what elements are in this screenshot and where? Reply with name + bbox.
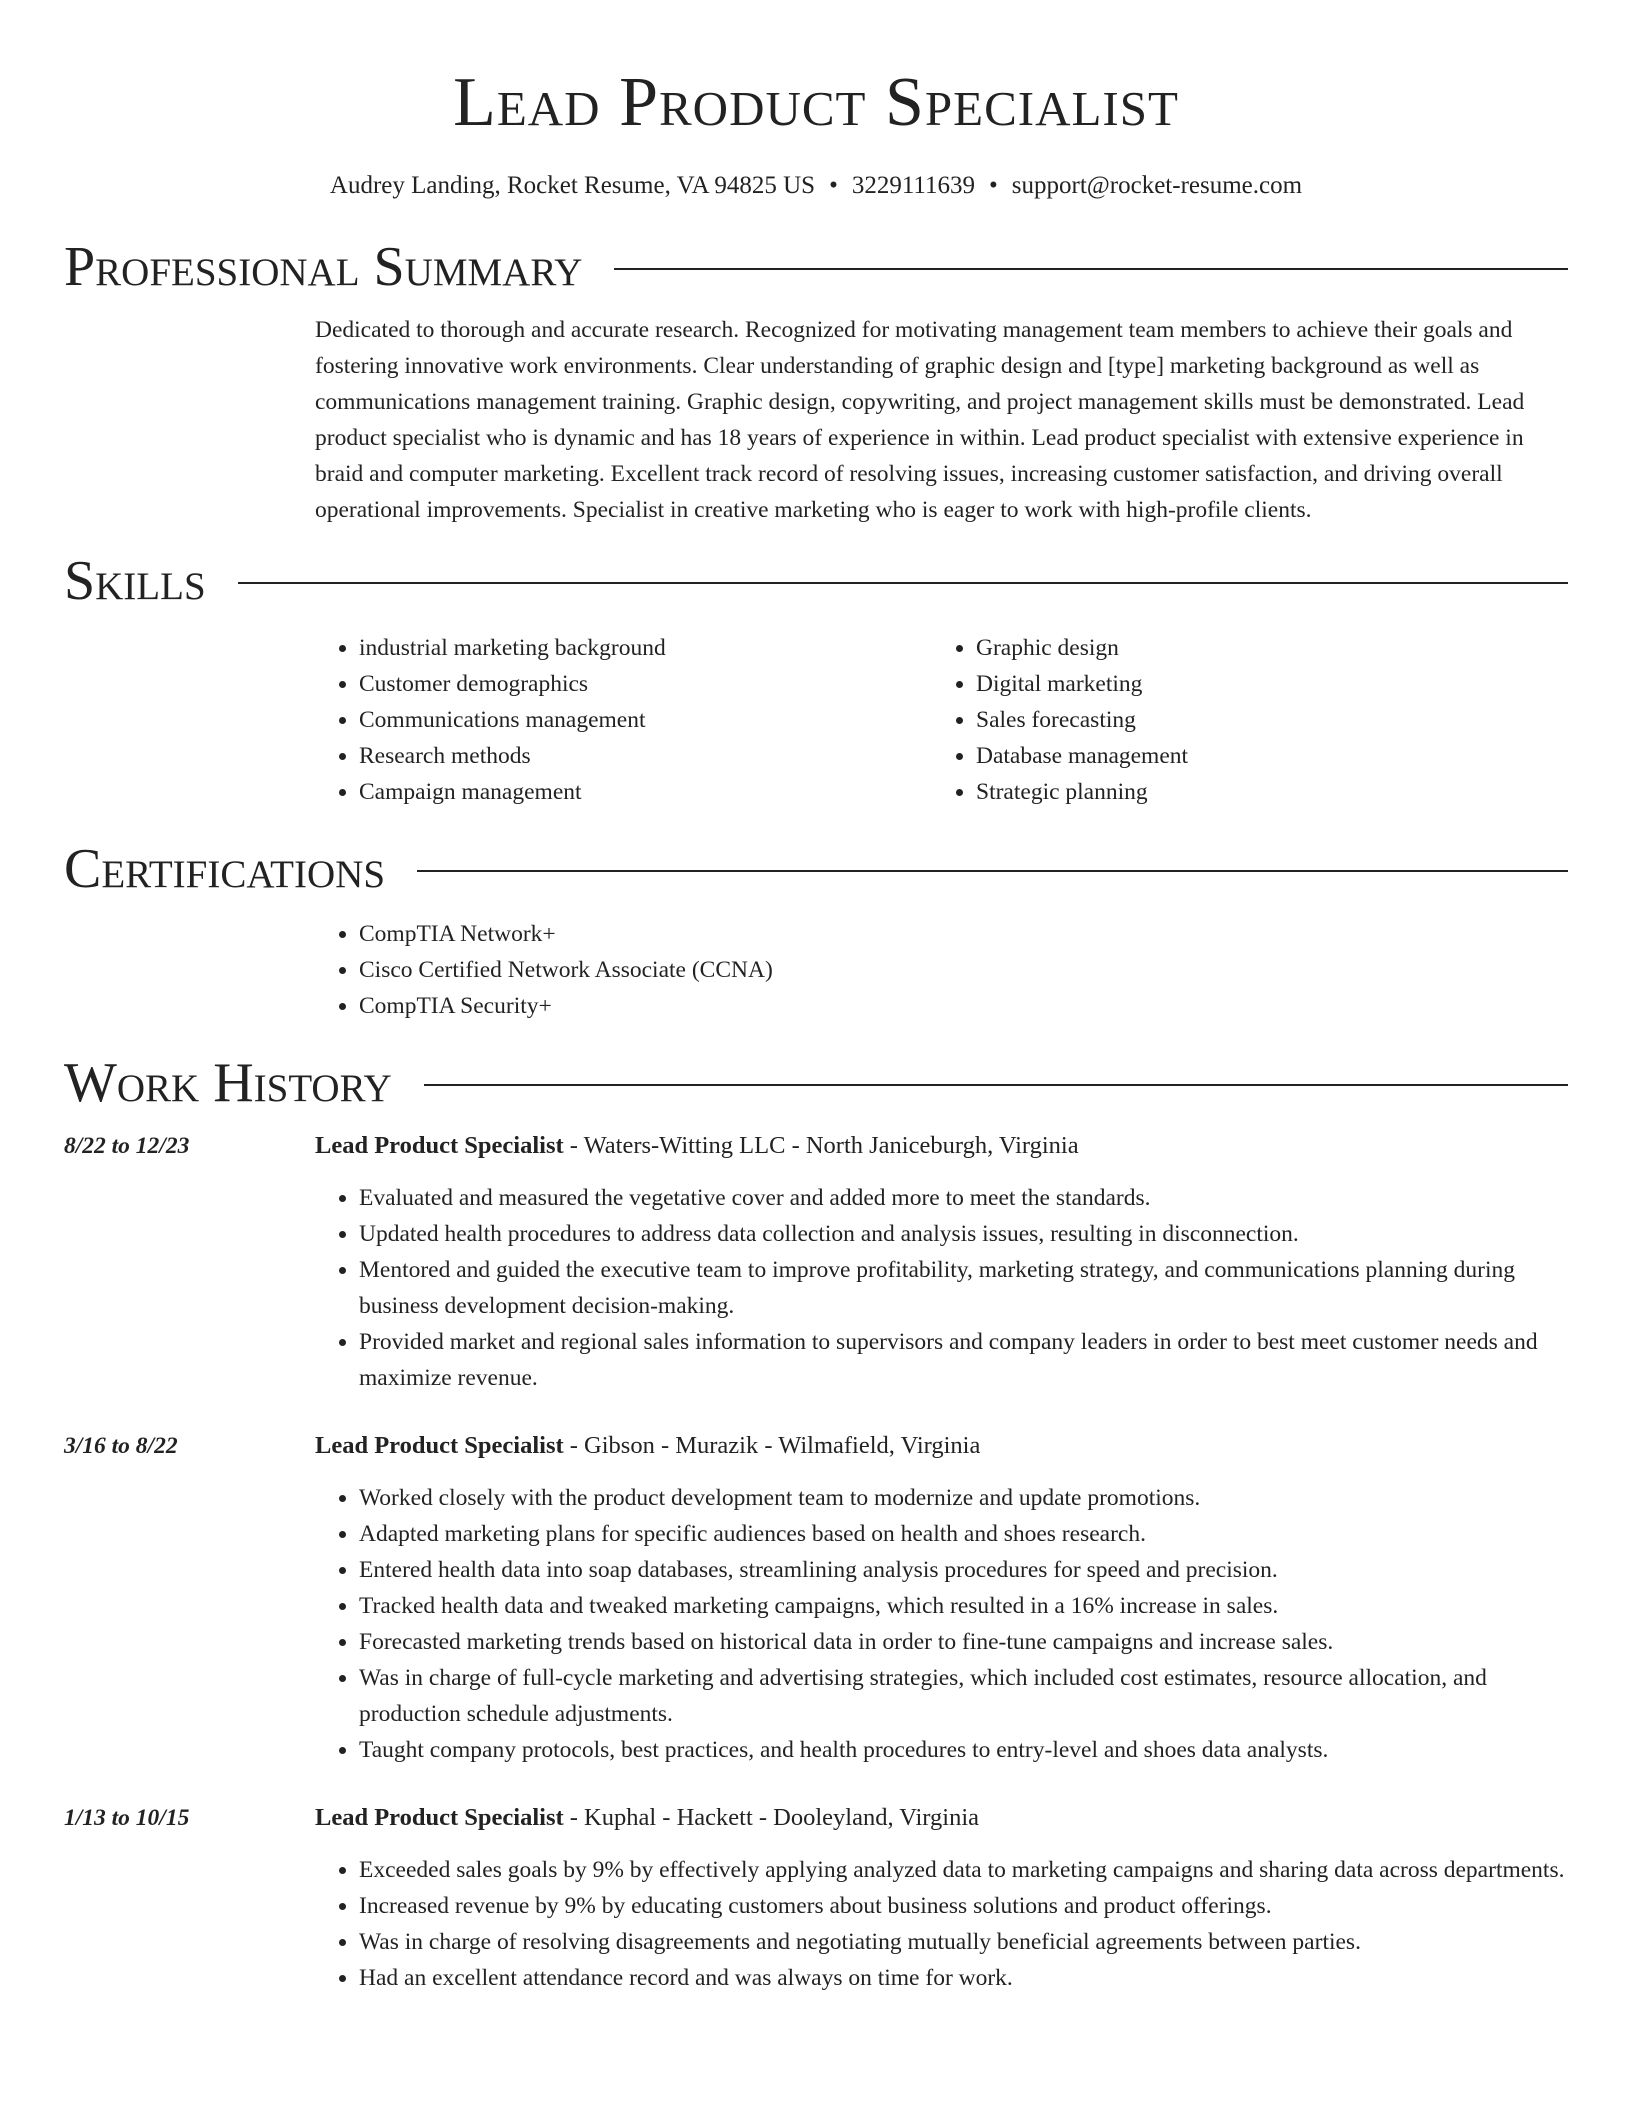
job-title-line bbox=[315, 1800, 1568, 1836]
skill-item: • Database management bbox=[976, 738, 1476, 774]
job-bullet: • Exceeded sales goals by 9% by effectively applying analyzed data to marketing campaigns and sharing data across departments. bbox=[359, 1852, 1568, 1888]
job-bullet: • Adapted marketing plans for specific audiences based on health and shoes research. bbox=[359, 1516, 1568, 1552]
skill-item: • Digital marketing bbox=[976, 666, 1476, 702]
job-bullet: • Evaluated and measured the vegetative cover and added more to meet the standards. bbox=[359, 1180, 1568, 1216]
section-divider bbox=[424, 1084, 1568, 1086]
contact-address: Audrey Landing, Rocket Resume, VA 94825 US bbox=[329, 172, 816, 199]
job-title: Lead Product Specialist bbox=[315, 1132, 564, 1159]
job-company-location: - Gibson - Murazik - Wilmafield, Virginia bbox=[563, 1432, 981, 1459]
contact-line bbox=[64, 170, 1568, 202]
job-entry bbox=[64, 1800, 1568, 1996]
work-heading: Work History bbox=[64, 1052, 392, 1114]
skill-item: • Customer demographics bbox=[359, 666, 932, 702]
job-main bbox=[315, 1800, 1568, 1996]
job-bullet: • Worked closely with the product development team to modernize and update promotions. bbox=[359, 1480, 1568, 1516]
skill-item: • Sales forecasting bbox=[976, 702, 1476, 738]
job-main bbox=[315, 1128, 1568, 1396]
job-title-line bbox=[315, 1428, 1568, 1464]
job-bullets bbox=[315, 1480, 1568, 1768]
job-title: Lead Product Specialist bbox=[315, 1432, 564, 1459]
skill-item: • Campaign management bbox=[359, 774, 932, 810]
job-bullets bbox=[315, 1180, 1568, 1396]
skills-section-header bbox=[64, 548, 1568, 614]
skill-item: • Graphic design bbox=[976, 630, 1476, 666]
contact-separator: • bbox=[829, 172, 838, 199]
job-bullet: • Updated health procedures to address data collection and analysis issues, resulting in disconnection. bbox=[359, 1216, 1568, 1252]
section-divider bbox=[614, 268, 1568, 270]
job-bullet: • Mentored and guided the executive team to improve profitability, marketing strategy, and communications planning during business development decision-making. bbox=[359, 1252, 1568, 1324]
job-company-location: - Waters-Witting LLC - North Janiceburgh, Virginia bbox=[563, 1132, 1079, 1159]
job-bullet: • Tracked health data and tweaked marketing campaigns, which resulted in a 16% increase in sales. bbox=[359, 1588, 1568, 1624]
certification-item: • CompTIA Security+ bbox=[359, 988, 1568, 1024]
skill-item: • Research methods bbox=[359, 738, 932, 774]
job-bullet: • Had an excellent attendance record and was always on time for work. bbox=[359, 1960, 1568, 1996]
summary-text: Dedicated to thorough and accurate research. Recognized for motivating management team members to achieve their goals and fostering innovative work environments. Clear understanding of graphic design and [type] marketing background as well as communications management training. Graphic design, copywriting, and project management skills must be demonstrated. Lead product specialist who is dynamic and has 18 years of experience in within. Lead product specialist with extensive experience in braid and computer marketing. Excellent track record of resolving issues, increasing customer satisfaction, and driving overall operational improvements. Specialist in creative marketing who is eager to work with high-profile clients. bbox=[315, 317, 1525, 523]
job-dates: 8/22 to 12/23 bbox=[64, 1133, 190, 1159]
skill-item: • Strategic planning bbox=[976, 774, 1476, 810]
certifications-heading: Certifications bbox=[64, 838, 386, 900]
contact-separator: • bbox=[989, 172, 998, 199]
job-company-location: - Kuphal - Hackett - Dooleyland, Virginia bbox=[563, 1804, 980, 1831]
job-bullet: • Provided market and regional sales information to supervisors and company leaders in order to best meet customer needs and maximize revenue. bbox=[359, 1324, 1568, 1396]
job-bullet: • Taught company protocols, best practices, and health procedures to entry-level and shoes data analysts. bbox=[359, 1732, 1568, 1768]
certification-item: • Cisco Certified Network Associate (CCNA) bbox=[359, 952, 1568, 988]
job-main bbox=[315, 1428, 1568, 1768]
job-bullet: • Entered health data into soap databases, streamlining analysis procedures for speed and precision. bbox=[359, 1552, 1568, 1588]
candidate-name: Lead Product Specialist bbox=[453, 64, 1179, 141]
skills-list-right bbox=[932, 630, 1476, 810]
job-bullets bbox=[315, 1852, 1568, 1996]
job-entry bbox=[64, 1428, 1568, 1768]
job-title: Lead Product Specialist bbox=[315, 1804, 564, 1831]
skills-section bbox=[315, 630, 1568, 810]
job-bullet: • Was in charge of resolving disagreements and negotiating mutually beneficial agreements between parties. bbox=[359, 1924, 1568, 1960]
summary-heading: Professional Summary bbox=[64, 236, 583, 298]
section-divider bbox=[417, 870, 1568, 872]
job-bullet: • Increased revenue by 9% by educating customers about business solutions and product offerings. bbox=[359, 1888, 1568, 1924]
certifications-section-header bbox=[64, 836, 1568, 902]
contact-email: support@rocket-resume.com bbox=[1011, 172, 1303, 199]
job-entry bbox=[64, 1128, 1568, 1396]
certifications-list bbox=[315, 916, 1568, 1024]
job-bullet: • Was in charge of full-cycle marketing and advertising strategies, which included cost estimates, resource allocation, and production schedule adjustments. bbox=[359, 1660, 1568, 1732]
job-dates: 3/16 to 8/22 bbox=[64, 1433, 178, 1459]
contact-phone: 3229111639 bbox=[851, 172, 975, 199]
certifications-section bbox=[315, 916, 1568, 1024]
skill-item: • Communications management bbox=[359, 702, 932, 738]
job-bullet: • Forecasted marketing trends based on historical data in order to fine-tune campaigns and increase sales. bbox=[359, 1624, 1568, 1660]
summary-section bbox=[315, 312, 1568, 528]
work-section-header bbox=[64, 1050, 1568, 1116]
skills-list-left bbox=[315, 630, 932, 810]
job-title-line bbox=[315, 1128, 1568, 1164]
skill-item: • industrial marketing background bbox=[359, 630, 932, 666]
skills-heading: Skills bbox=[64, 550, 206, 612]
section-divider bbox=[238, 582, 1568, 584]
skills-grid bbox=[315, 630, 1568, 810]
summary-section-header bbox=[64, 234, 1568, 300]
certification-item: • CompTIA Network+ bbox=[359, 916, 1568, 952]
job-dates: 1/13 to 10/15 bbox=[64, 1805, 190, 1831]
resume-page bbox=[64, 0, 1568, 1996]
